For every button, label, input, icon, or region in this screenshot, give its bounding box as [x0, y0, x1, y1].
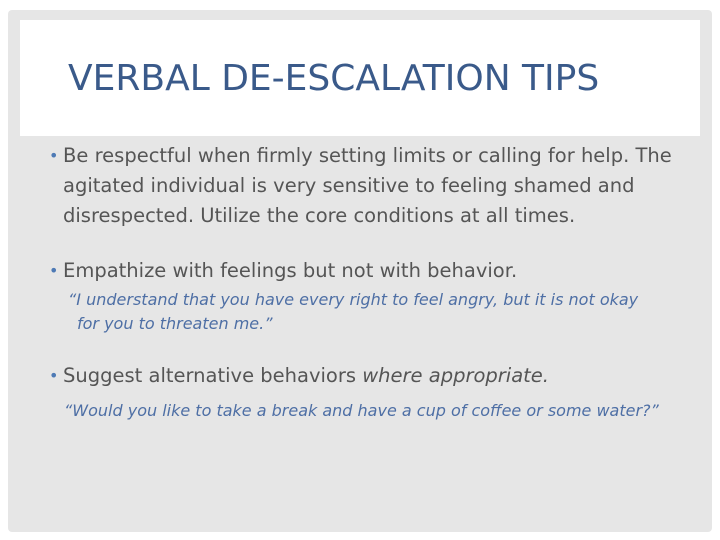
- bullet-icon: •: [49, 366, 59, 385]
- title-box: [20, 20, 700, 136]
- bullet-text: Suggest alternative behaviors: [63, 364, 363, 387]
- quote-line: for you to threaten me.”: [77, 314, 273, 333]
- quote-empathize: [68, 288, 668, 336]
- slide-title: VERBAL DE-ESCALATION TIPS: [68, 58, 600, 99]
- bullet-line: disrespected. Utilize the core conditions at all times.: [63, 204, 576, 227]
- bullet-empathize: [49, 256, 693, 286]
- bullet-icon: •: [49, 261, 59, 280]
- bullet-line: Be respectful when firmly setting limits or calling for help. The: [63, 144, 672, 167]
- bullet-respectful: [49, 141, 693, 231]
- quote-line: “I understand that you have every right to feel angry, but it is not okay: [68, 290, 639, 309]
- bullet-suggest: [49, 361, 693, 391]
- bullet-line: agitated individual is very sensitive to feeling shamed and: [63, 174, 635, 197]
- bullet-icon: •: [49, 146, 59, 165]
- quote-suggest: “Would you like to take a break and have a cup of coffee or some water?”: [64, 401, 659, 420]
- bullet-text: Empathize with feelings but not with behavior.: [63, 259, 518, 282]
- bullet-text-emphasis: where appropriate.: [362, 364, 550, 387]
